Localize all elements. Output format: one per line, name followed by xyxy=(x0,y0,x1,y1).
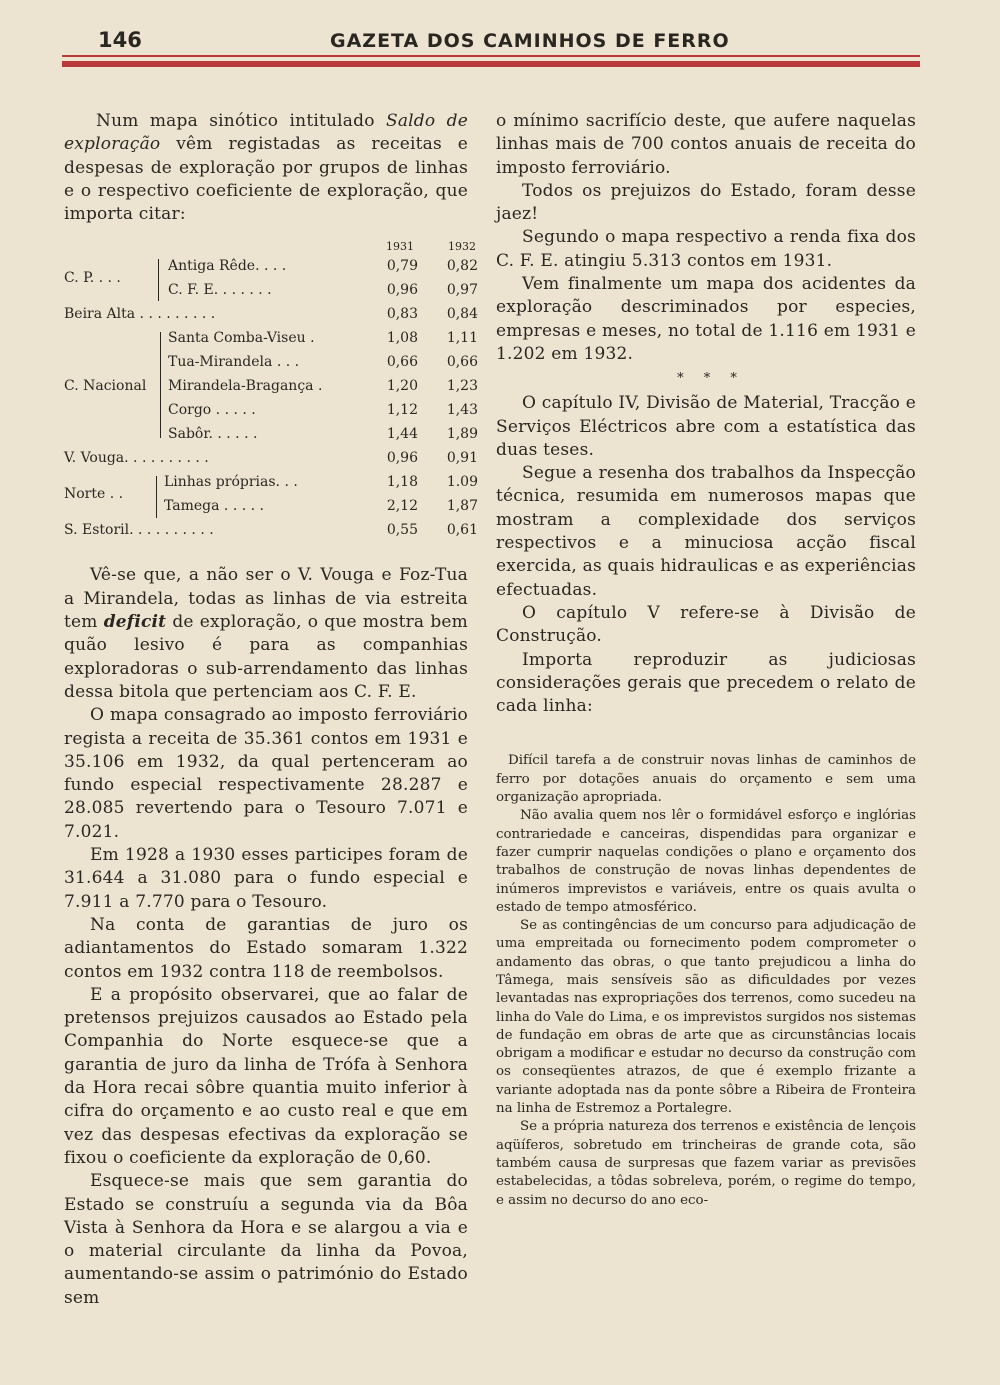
value-cell: 1,08 xyxy=(386,330,418,347)
quote-paragraph: Se as contingências de um concurso para adjudicação de uma empreitada ou fornecimento podem comprometer o andamento das obras, o que tanto prejudicou a linha do Tâmega, mais sensíveis são as dificuldades por vezes levantadas nas expropriações dos terrenos, como sucedeu na linha do Vale do Lima, e os imprevistos surgidos nos sistemas de fundação em obras de arte que as circunstâncias locais obrigam a modificar e estudar no decurso da construção com os conseqüentes atrazos, de que é exemplo frizante a variante adoptada nas da ponte sôbre a Ribeira de Fronteira na linha de Estremoz a Portalegre. xyxy=(496,918,916,1117)
brace xyxy=(158,259,159,301)
paragraph: Segue a resenha dos trabalhos da Inspecção técnica, resumida em numerosos mapas que mostram a complexidade dos serviços respectivos e a minuciosa acção fiscal exercida, as quais hidraulicas e as experiências efectuadas. xyxy=(496,463,916,600)
paragraph: Vem finalmente um mapa dos acidentes da exploração descriminados por especies, empresas e meses, no total de 1.116 em 1931 e 1.202 em 1932. xyxy=(496,274,916,364)
italic-word: deficit xyxy=(103,612,167,633)
paragraph: Em 1928 a 1930 esses participes foram de 31.644 a 31.080 para o fundo especial e 7.911 a 7.770 para o Tesouro. xyxy=(64,845,468,912)
paragraph: O capítulo V refere-se à Divisão de Construção. xyxy=(496,602,916,647)
left-column xyxy=(64,110,478,1310)
quote-paragraph: Difícil tarefa a de construir novas linhas de caminhos de ferro por dotações anuais do orçamento e sem uma organização apropriada. xyxy=(496,753,916,806)
paragraph-text: Vê-se que, a não ser o V. Vouga e Foz-Tua a Mirandela, todas as linhas de via estreita tem xyxy=(64,565,468,633)
row-label: C. F. E. . . . . . . xyxy=(168,282,272,299)
paragraph: O capítulo IV, Divisão de Material, Tracção e Serviços Eléctricos abre com a estatística das duas teses. xyxy=(496,393,916,460)
value-cell: 1,23 xyxy=(446,378,478,395)
value-cell: 1.09 xyxy=(446,474,478,491)
right-column xyxy=(496,110,916,1210)
row-label: Tamega . . . . . xyxy=(164,498,264,515)
value-cell: 2,12 xyxy=(386,498,418,515)
value-cell: 0,84 xyxy=(446,306,478,323)
page-number: 146 xyxy=(98,28,142,52)
brace xyxy=(156,476,157,518)
value-cell: 0,66 xyxy=(446,354,478,371)
value-cell: 0,79 xyxy=(386,258,418,275)
group-label-beira-alta: Beira Alta . . . . . . . . . xyxy=(64,306,216,323)
row-label: Santa Comba-Viseu . xyxy=(168,330,315,347)
brace xyxy=(160,332,161,438)
value-cell: 0,55 xyxy=(386,522,418,539)
quoted-text xyxy=(496,752,916,1209)
row-label: Linhas próprias. . . xyxy=(164,474,298,491)
value-cell: 1,11 xyxy=(446,330,478,347)
quote-paragraph: Não avalia quem nos lêr o formidável esforço e inglórias contrariedade e canceiras, dispendidas para organizar e fazer cumprir naquelas condições o plano e orçamento dos trabalhos de construção de novas linhas dependentes de inúmeros imprevistos e variáveis, entre os quais avulta o estado de tempo atmosférico. xyxy=(496,808,916,915)
paragraph: O mapa consagrado ao imposto ferroviário regista a receita de 35.361 contos em 1931 e 35.106 em 1932, da qual pertenceram ao fundo especial respectivamente 28.287 e 28.085 revertendo para o Tesouro 7.071 e 7.021. xyxy=(64,705,468,842)
paragraph: Segundo o mapa respectivo a renda fixa dos C. F. E. atingiu 5.313 contos em 1931. xyxy=(496,227,916,271)
year-header-1932: 1932 xyxy=(448,240,476,254)
paragraph-text: de exploração, o que mostra bem quão lesivo é para as companhias exploradoras o sub-arrendamento das linhas dessa bitola que pertenciam aos C. F. E. xyxy=(64,612,469,702)
row-label: Antiga Rêde. . . . xyxy=(168,258,287,275)
value-cell: 1,18 xyxy=(386,474,418,491)
paragraph: Na conta de garantias de juro os adiantamentos do Estado somaram 1.322 contos em 1932 contra 118 de reembolsos. xyxy=(64,914,468,982)
quote-paragraph: Se a própria natureza dos terrenos e existência de lençois aqüíferos, sobretudo em trincheiras de grande cota, são também causa de surpresas que fazem variar as previsões estabelecidas, a tôdas sobreleva, porém, o regime do tempo, e assim no decurso do ano eco- xyxy=(496,1119,916,1208)
paragraph: E a propósito observarei, que ao falar de pretensos prejuizos causados ao Estado pela Companhia do Norte esquece-se que a garantia de juro da linha de Trófa à Senhora da Hora recai sôbre quantia muito inferior à cifra do orçamento e ao custo real e que em vez das despesas efectivas da exploração se fixou o coeficiente da exploração de 0,60. xyxy=(64,984,468,1168)
paragraph: Importa reproduzir as judiciosas considerações gerais que precedem o relato de cada linha: xyxy=(496,649,916,717)
value-cell: 0,97 xyxy=(446,282,478,299)
value-cell: 0,61 xyxy=(446,522,478,539)
header-rule-thin xyxy=(62,55,920,57)
row-label: Sabôr. . . . . . xyxy=(168,426,258,443)
row-label: Mirandela-Bragança . xyxy=(168,378,323,395)
value-cell: 1,87 xyxy=(446,498,478,515)
exploitation-table xyxy=(64,226,478,552)
paragraph xyxy=(64,110,468,226)
paragraph: Todos os prejuizos do Estado, foram desse jaez! xyxy=(496,180,916,225)
value-cell: 0,82 xyxy=(446,258,478,275)
value-cell: 1,89 xyxy=(446,426,478,443)
paragraph-text: vêm registadas as receitas e despesas de exploração por grupos de linhas e o respectivo coeficiente de exploração, que importa citar: xyxy=(64,134,468,225)
group-label-c-nacional: C. Nacional xyxy=(64,378,147,395)
value-cell: 0,96 xyxy=(386,450,418,467)
header-rule-thick xyxy=(62,61,920,67)
value-cell: 0,96 xyxy=(386,282,418,299)
running-title: GAZETA DOS CAMINHOS DE FERRO xyxy=(330,30,730,52)
italic-title: Saldo de exploração xyxy=(64,111,468,155)
section-separator: * * * xyxy=(677,371,745,387)
value-cell: 0,83 xyxy=(386,306,418,323)
year-header-1931: 1931 xyxy=(386,240,414,254)
row-label: Tua-Mirandela . . . xyxy=(168,354,300,371)
value-cell: 0,66 xyxy=(386,354,418,371)
value-cell: 1,12 xyxy=(386,402,418,419)
group-label-s-estoril: S. Estoril. . . . . . . . . . xyxy=(64,522,214,539)
group-label-v-vouga: V. Vouga. . . . . . . . . . xyxy=(64,450,209,467)
group-label-cp: C. P. . . . xyxy=(64,270,121,287)
row-label: Corgo . . . . . xyxy=(168,402,256,419)
value-cell: 0,91 xyxy=(446,450,478,467)
paragraph xyxy=(64,564,468,704)
paragraph: Esquece-se mais que sem garantia do Estado se construíu a segunda via da Bôa Vista à Senhora da Hora e se alargou a via e o material circulante da linha da Povoa, aumentando-se assim o património do Estado sem xyxy=(64,1171,468,1308)
value-cell: 1,44 xyxy=(386,426,418,443)
value-cell: 1,43 xyxy=(446,402,478,419)
paragraph: o mínimo sacrifício deste, que aufere naquelas linhas mais de 700 contos anuais de receita do imposto ferroviário. xyxy=(496,111,916,178)
paragraph-text: Num mapa sinótico intitulado xyxy=(96,111,386,131)
group-label-norte: Norte . . xyxy=(64,486,124,503)
value-cell: 1,20 xyxy=(386,378,418,395)
